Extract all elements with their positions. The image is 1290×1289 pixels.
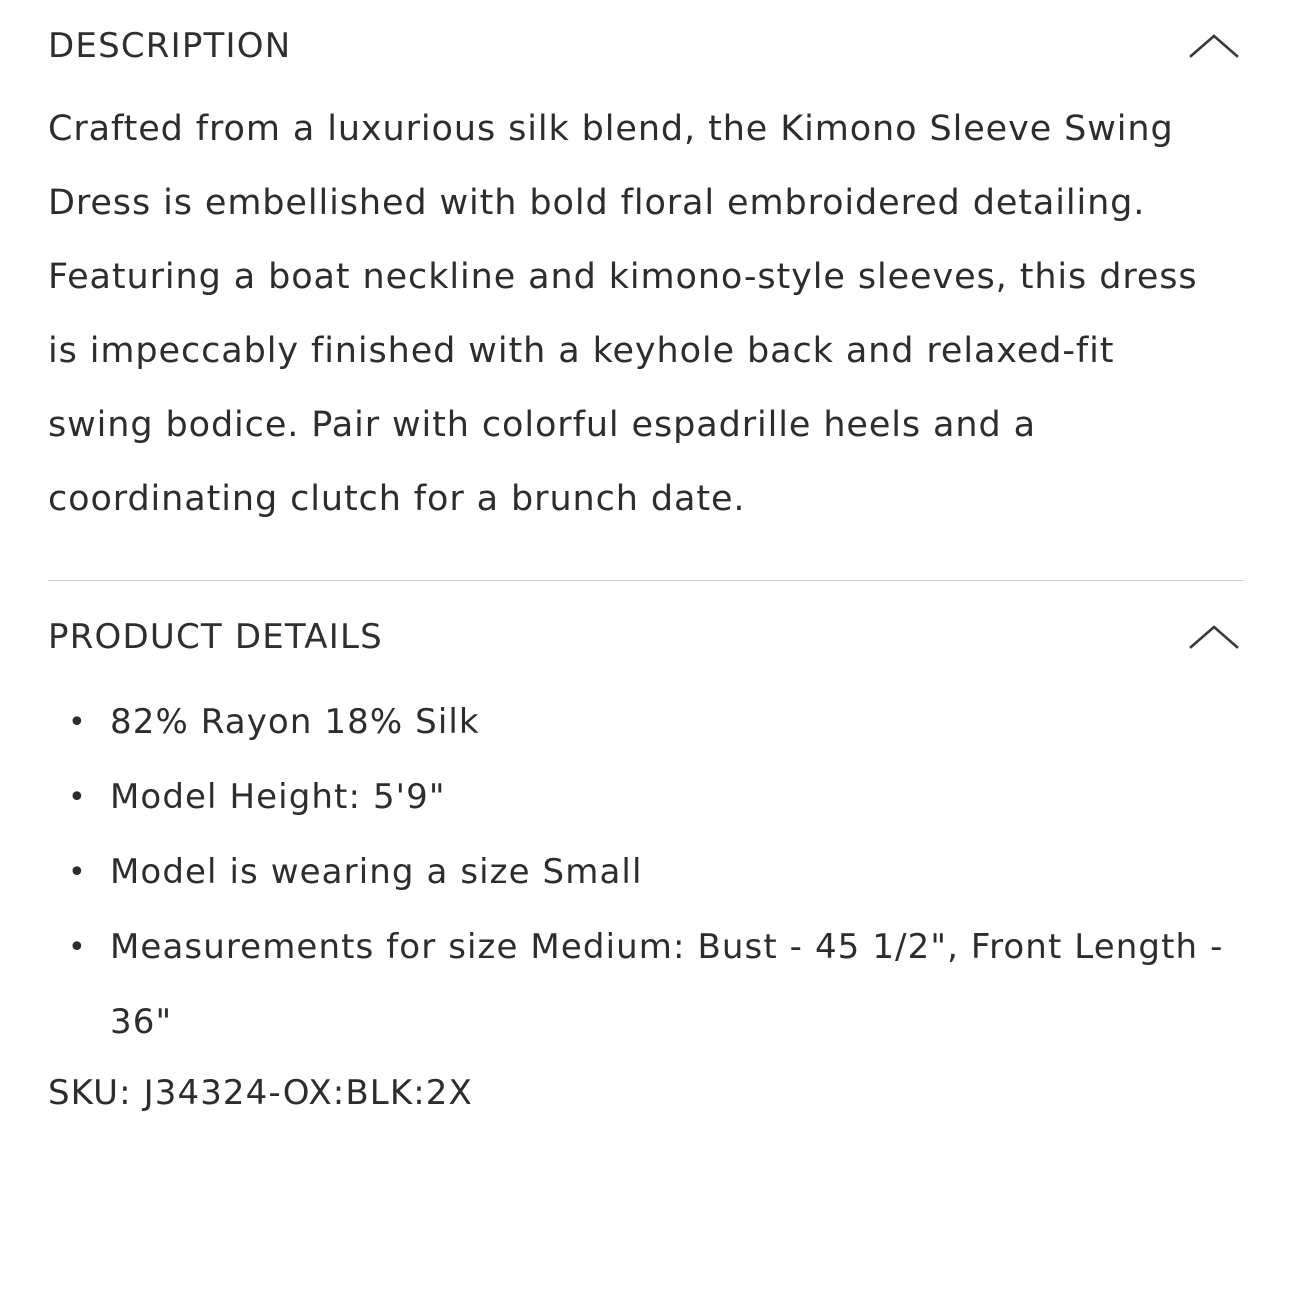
chevron-up-icon[interactable] (1186, 617, 1242, 657)
description-section-header[interactable] (48, 0, 1242, 70)
product-details-title: PRODUCT DETAILS (48, 617, 383, 657)
list-item: • Model Height: 5'9" (48, 760, 1242, 835)
list-item: • Model is wearing a size Small (48, 835, 1242, 910)
chevron-up-icon[interactable] (1186, 26, 1242, 66)
list-item: • 82% Rayon 18% Silk (48, 685, 1242, 760)
list-item: • Measurements for size Medium: Bust - 45 1/2", Front Length - 36" (48, 910, 1242, 1060)
product-details-section-header[interactable] (48, 581, 1242, 657)
description-text: Crafted from a luxurious silk blend, the Kimono Sleeve Swing Dress is embellished with bold floral embroidered detailing. Featuring a boat neckline and kimono-style sleeves, this dress is impeccably finished with a keyhole back and relaxed-fit swing bodice. Pair with colorful espadrille heels and a coordinating clutch for a brunch date. (48, 109, 1198, 519)
description-title: DESCRIPTION (48, 26, 292, 66)
product-details-list (48, 685, 1242, 1060)
sku-text: SKU: J34324-OX:BLK:2X (48, 1073, 473, 1113)
